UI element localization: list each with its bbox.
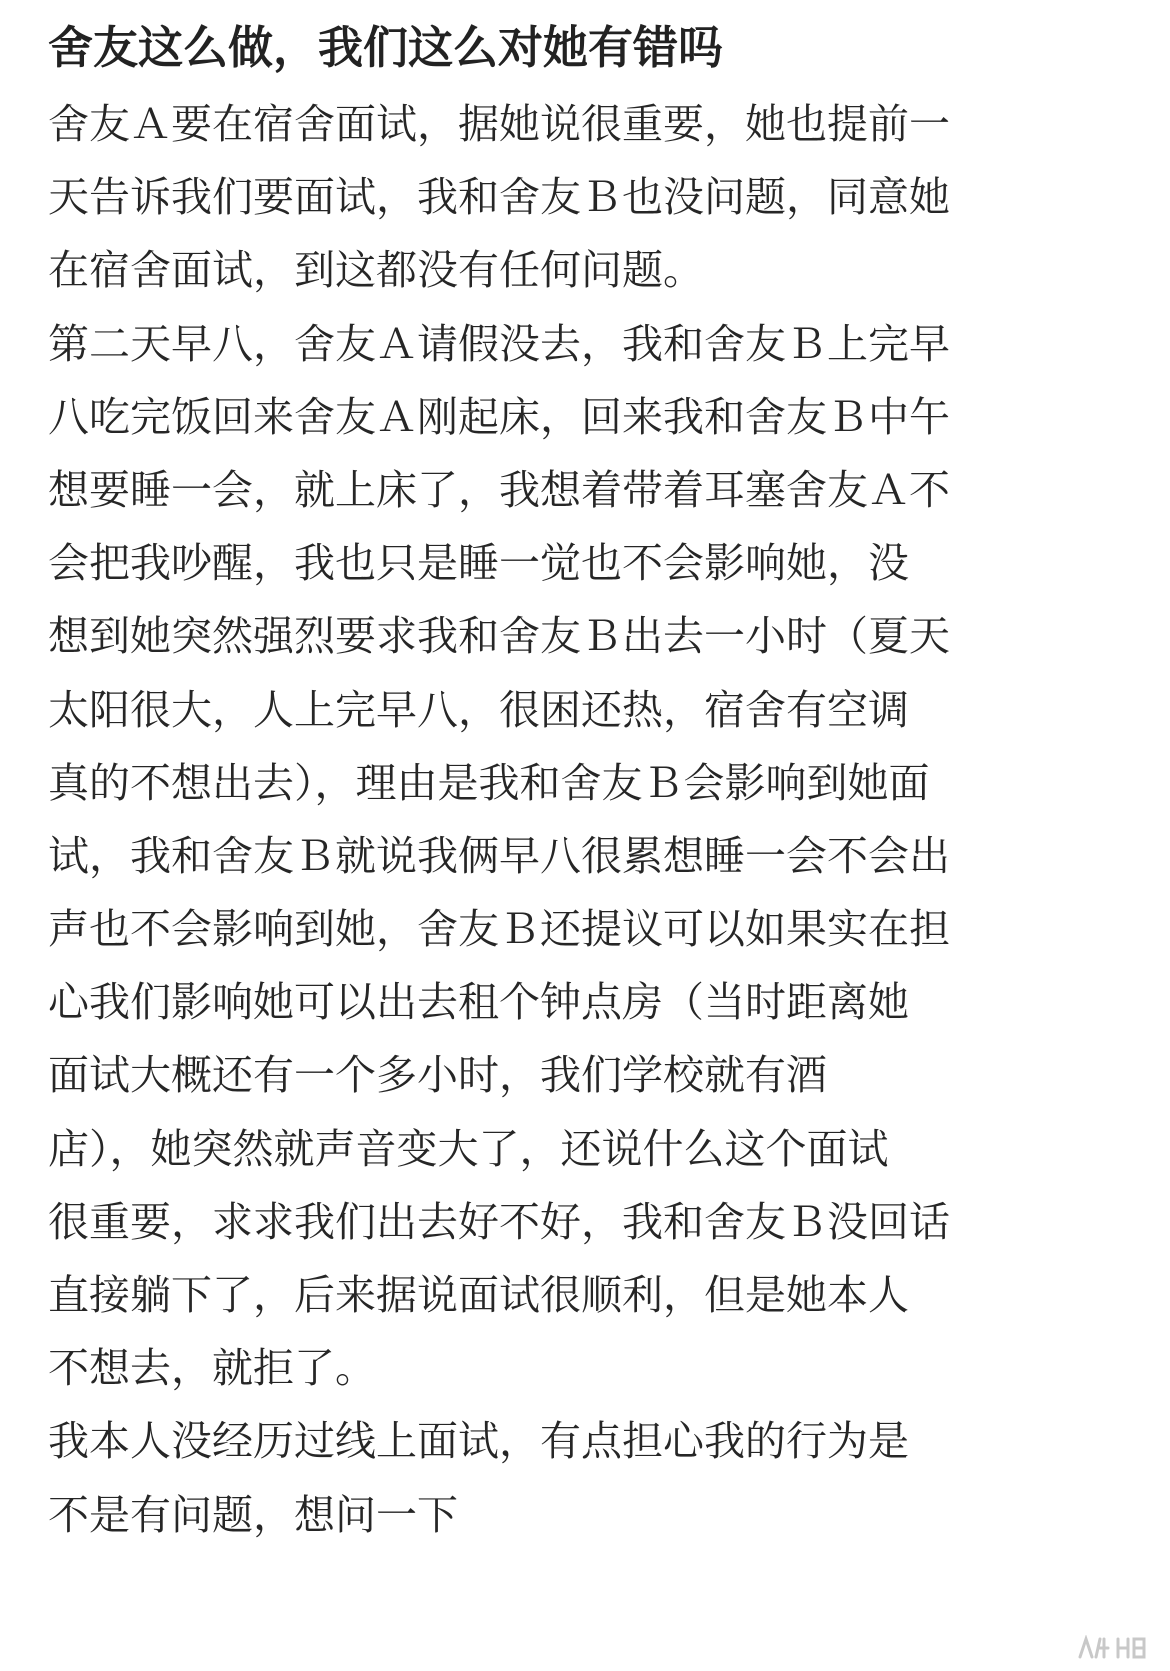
post-title: 舍友这么做，我们这么对她有错吗: [48, 21, 724, 74]
post-body-line: 八吃完饭回来舍友Ａ刚起床，回来我和舍友Ｂ中午: [48, 392, 950, 441]
post-body-line: 面试大概还有一个多小时，我们学校就有酒: [48, 1051, 827, 1100]
post-body-line: 店），她突然就声音变大了，还说什么这个面试: [48, 1124, 889, 1173]
post-body-line: 太阳很大，人上完早八，很困还热，宿舍有空调: [48, 685, 909, 734]
watermark-glyph-icon: [1076, 1635, 1110, 1661]
post-body-line: 在宿舍面试，到这都没有任何问题。: [48, 246, 704, 295]
post-body-line: 心我们影响她可以出去租个钟点房（当时距离她: [48, 978, 909, 1027]
post-body-line: 很重要，求求我们出去好不好，我和舍友Ｂ没回话: [48, 1197, 950, 1246]
post-body-line: 想到她突然强烈要求我和舍友Ｂ出去一小时（夏天: [48, 612, 950, 661]
post-body-line: 直接躺下了，后来据说面试很顺利，但是她本人: [48, 1271, 909, 1319]
post-body-line: 想要睡一会，就上床了，我想着带着耳塞舍友Ａ不: [48, 465, 950, 514]
post-body-line: 不是有问题，想问一下: [48, 1490, 458, 1539]
watermark-glyph-icon: [1114, 1635, 1148, 1661]
post: [48, 10, 1128, 1552]
post-body-line: 真的不想出去），理由是我和舍友Ｂ会影响到她面: [48, 758, 930, 807]
post-body-line: 声也不会影响到她，舍友Ｂ还提议可以如果实在担: [48, 905, 950, 954]
post-body-line: 我本人没经历过线上面试，有点担心我的行为是: [48, 1417, 909, 1466]
post-body-line: 会把我吵醒，我也只是睡一觉也不会影响她，没: [48, 539, 909, 588]
post-body-line: 天告诉我们要面试，我和舍友Ｂ也没问题，同意她: [48, 173, 950, 222]
post-body-line: 舍友Ａ要在宿舍面试，据她说很重要，她也提前一: [48, 100, 950, 148]
post-body-line: 不想去，就拒了。: [48, 1344, 376, 1393]
post-body-line: 第二天早八，舍友Ａ请假没去，我和舍友Ｂ上完早: [48, 319, 950, 368]
watermark-logo: [1076, 1635, 1148, 1661]
post-body: [48, 88, 1128, 1552]
post-body-line: 试，我和舍友Ｂ就说我俩早八很累想睡一会不会出: [48, 831, 950, 880]
